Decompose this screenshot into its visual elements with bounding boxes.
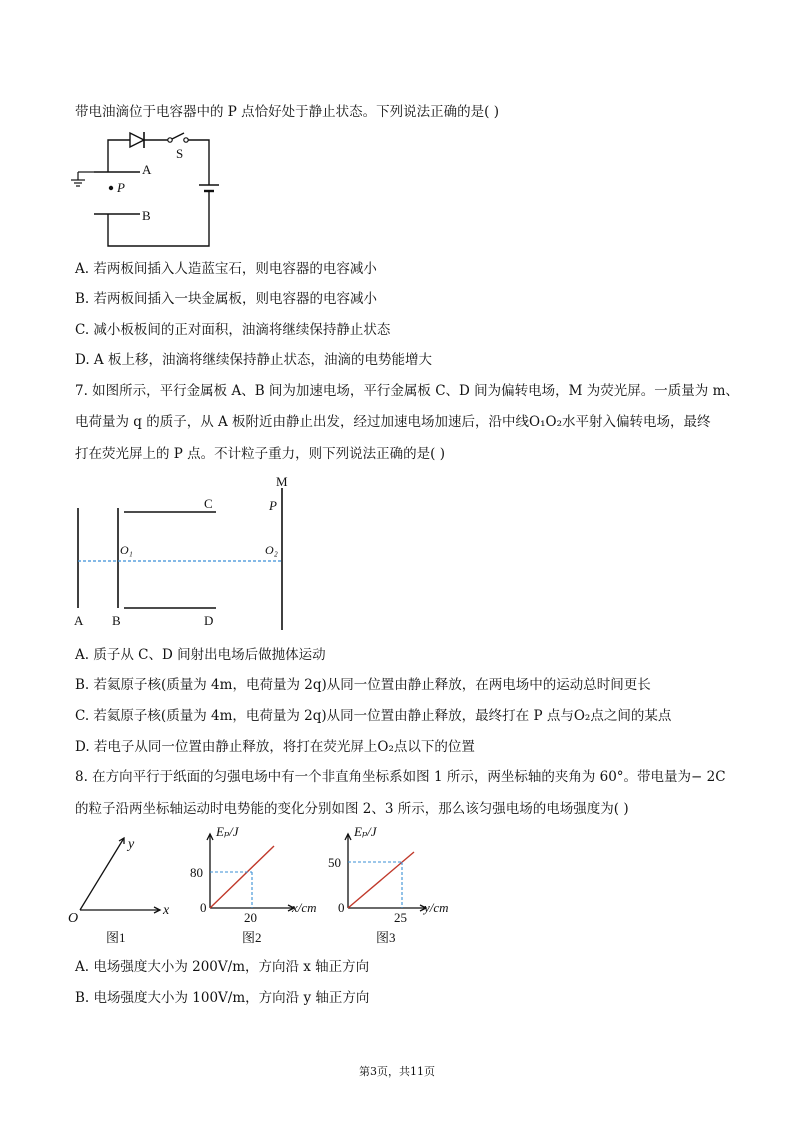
fig3-ytick: 50 (328, 855, 341, 870)
fig1-label-o: O (68, 911, 79, 926)
fig2-caption: 图2 (242, 930, 262, 945)
fig1-label-y: y (128, 837, 135, 852)
q8-fig2-graph (188, 824, 338, 950)
fig-label-b: B (112, 613, 121, 628)
q6-option-b: B. 若两板间插入一块金属板，则电容器的电容减小 (75, 291, 378, 307)
fig-label-d: D (204, 613, 214, 628)
q8-fig1-oblique-axes (66, 830, 176, 949)
fig3-zero: 0 (338, 900, 345, 915)
q8-option-a: A. 电场强度大小为 200V/m，方向沿 x 轴正方向 (75, 959, 370, 975)
fig1-label-x: x (163, 903, 170, 918)
fig3-ylabel: Eₚ/J (354, 824, 377, 839)
fig-label-a: A (74, 613, 84, 628)
fig-label-a: A (142, 162, 152, 177)
q7-stem-line-3: 打在荧光屏上的 P 点。不计粒子重力，则下列说法正确的是( ) (75, 446, 445, 462)
diode-icon (130, 133, 144, 147)
q6-stem: 带电油滴位于电容器中的 P 点恰好处于静止状态。下列说法正确的是( ) (75, 104, 499, 120)
fig1-caption: 图1 (106, 930, 126, 945)
page-footer: 第3页，共11页 (359, 1065, 435, 1078)
q8-stem-line-1: 8. 在方向平行于纸面的匀强电场中有一个非直角坐标系如图 1 所示，两坐标轴的夹角为 60°。带电量为− 2C (75, 769, 726, 785)
q7-option-b: B. 若氦原子核(质量为 4m，电荷量为 2q)从同一位置由静止释放，在两电场中的运动总时间更长 (75, 677, 651, 693)
q6-option-a: A. 若两板间插入人造蓝宝石，则电容器的电容减小 (75, 261, 377, 277)
fig3-xtick: 25 (394, 910, 407, 925)
q7-stem-line-2: 电荷量为 q 的质子，从 A 板附近由静止出发，经过加速电场加速后，沿中线O₁O₂水平射入偏转电场，最终 (75, 414, 711, 430)
fig-label-b: B (142, 208, 151, 223)
fig2-xtick: 20 (244, 910, 257, 925)
fig-label-m: M (276, 474, 288, 489)
fig2-ytick: 80 (190, 865, 203, 880)
q8-option-b: B. 电场强度大小为 100V/m，方向沿 y 轴正方向 (75, 990, 370, 1006)
q6-option-d: D. A 板上移，油滴将继续保持静止状态，油滴的电势能增大 (75, 352, 432, 368)
fig-label-o2: O₂ (265, 543, 278, 557)
fig2-ylabel: Eₚ/J (216, 824, 239, 839)
fig3-xlabel: y/cm (424, 900, 449, 915)
fig-label-p: P (269, 498, 277, 513)
q7-option-c: C. 若氦原子核(质量为 4m，电荷量为 2q)从同一位置由静止释放，最终打在 P 点与O₂点之间的某点 (75, 708, 672, 724)
fig-label-p: P (117, 180, 125, 195)
q7-deflection-figure (68, 472, 308, 636)
fig-label-c: C (204, 496, 213, 511)
q8-fig3-graph (326, 824, 476, 950)
q6-option-c: C. 减小板板间的正对面积，油滴将继续保持静止状态 (75, 322, 391, 338)
q7-option-a: A. 质子从 C、D 间射出电场后做抛体运动 (75, 647, 326, 663)
fig-label-s: S (176, 146, 184, 161)
switch-icon (168, 138, 172, 142)
q8-stem-line-2: 的粒子沿两坐标轴运动时电势能的变化分别如图 2、3 所示，那么该匀强电场的电场强度为( ) (75, 801, 629, 817)
fig2-xlabel: x/cm (292, 900, 317, 915)
fig3-caption: 图3 (376, 930, 396, 945)
q6-capacitor-circuit-figure (68, 128, 228, 254)
q7-option-d: D. 若电子从同一位置由静止释放，将打在荧光屏上O₂点以下的位置 (75, 739, 475, 755)
fig-label-o1: O₁ (120, 543, 133, 557)
fig2-zero: 0 (200, 900, 207, 915)
q7-stem-line-1: 7. 如图所示，平行金属板 A、B 间为加速电场，平行金属板 C、D 间为偏转电场，M 为荧光屏。一质量为 m、 (75, 383, 739, 399)
